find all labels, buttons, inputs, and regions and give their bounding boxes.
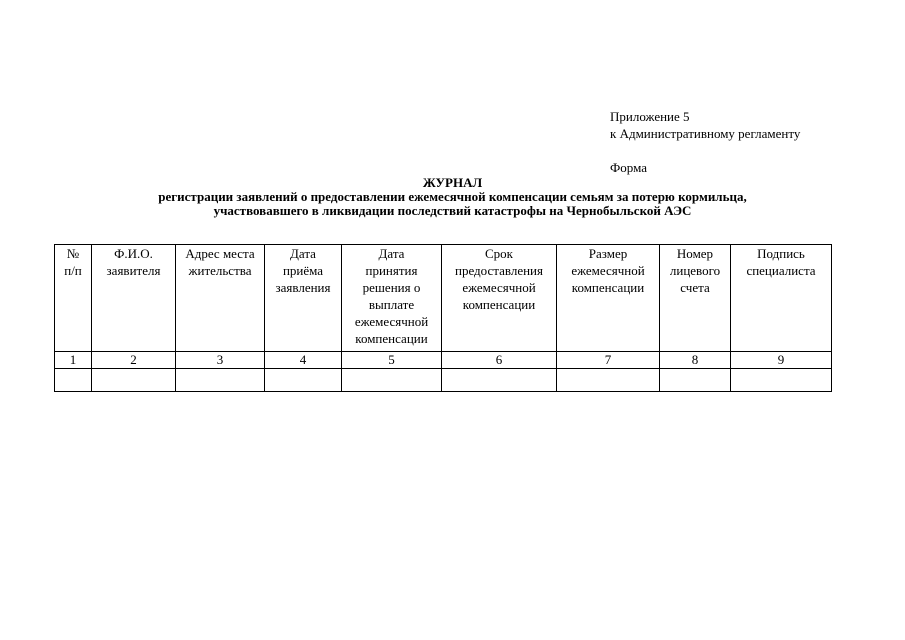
column-header-application-date: Дата приёма заявления (265, 245, 342, 352)
column-number: 3 (176, 352, 265, 369)
appendix-reference: к Административному регламенту (610, 126, 801, 141)
header-row (55, 245, 832, 352)
column-header-applicant-name: Ф.И.О. заявителя (92, 245, 176, 352)
column-header-account-number: Номер лицевого счета (660, 245, 731, 352)
column-number: 1 (55, 352, 92, 369)
journal-table (54, 244, 832, 392)
empty-cell (92, 369, 176, 392)
column-number: 8 (660, 352, 731, 369)
column-number: 4 (265, 352, 342, 369)
column-header-address: Адрес места жительства (176, 245, 265, 352)
column-header-number: № п/п (55, 245, 92, 352)
form-label: Форма (610, 160, 647, 175)
empty-cell (660, 369, 731, 392)
column-number: 5 (342, 352, 442, 369)
column-number: 2 (92, 352, 176, 369)
journal-subtitle-line-2: участвовавшего в ликвидации последствий катастрофы на Чернобыльской АЭС (213, 203, 692, 218)
empty-entry-row (55, 369, 832, 392)
column-number: 7 (557, 352, 660, 369)
empty-cell (55, 369, 92, 392)
document-title (0, 176, 905, 218)
column-number: 6 (442, 352, 557, 369)
column-header-specialist-signature: Подпись специалиста (731, 245, 832, 352)
column-header-decision-date: Дата принятия решения о выплате ежемесячной компенсации (342, 245, 442, 352)
empty-cell (557, 369, 660, 392)
journal-heading: ЖУРНАЛ (422, 175, 483, 190)
empty-cell (731, 369, 832, 392)
empty-cell (176, 369, 265, 392)
column-number: 9 (731, 352, 832, 369)
appendix-note (610, 108, 800, 176)
column-header-payment-period: Срок предоставления ежемесячной компенсации (442, 245, 557, 352)
empty-cell (442, 369, 557, 392)
column-header-payment-amount: Размер ежемесячной компенсации (557, 245, 660, 352)
appendix-number: Приложение 5 (610, 109, 690, 124)
empty-cell (265, 369, 342, 392)
column-number-row (55, 352, 832, 369)
journal-subtitle-line-1: регистрации заявлений о предоставлении ежемесячной компенсации семьям за потерю кормильца, (158, 189, 747, 204)
empty-cell (342, 369, 442, 392)
